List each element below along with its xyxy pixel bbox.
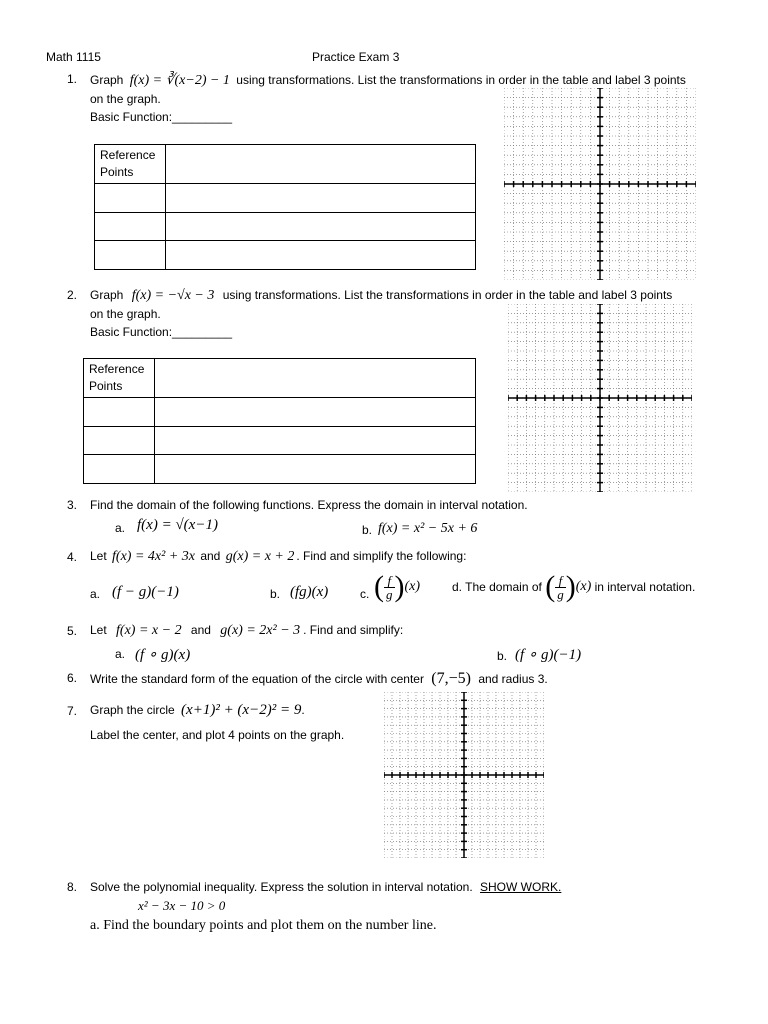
q6-text: Write the standard form of the equation of the circle with center [90, 672, 424, 686]
q2-table-cell[interactable] [155, 398, 476, 427]
q7-number: 7. [67, 704, 78, 718]
q1-coordinate-grid[interactable] [504, 88, 696, 280]
q5-b-label: b. [497, 649, 508, 663]
q2-ref-label-1: Reference [89, 362, 145, 376]
q4-text: . Find and simplify the following: [296, 549, 467, 563]
q7-equation: (x+1)² + (x−2)² = 9 [181, 702, 302, 718]
q4-number: 4. [67, 550, 78, 564]
q2-table-cell[interactable] [155, 427, 476, 455]
q5-let: Let [90, 623, 107, 637]
q1-reference-table [94, 144, 476, 270]
exam-title: Practice Exam 3 [312, 50, 400, 64]
q4-g: g(x) = x + 2 [225, 549, 295, 564]
q2-reference-table [83, 358, 476, 484]
q4-c-fraction: $\frac{f}{g}$ [386, 572, 393, 602]
q1-ref-label-1: Reference [100, 148, 156, 162]
q5-a-label: a. [115, 647, 126, 661]
q5-a-expression: (f ∘ g)(x) [135, 647, 191, 663]
q7-prompt [90, 702, 305, 719]
q1-basic-function: Basic Function:_________ [90, 110, 233, 124]
q4-b-expression: (fg)(x) [290, 584, 329, 600]
q2-table-cell[interactable] [155, 455, 476, 484]
q2-prefix: Graph [90, 288, 124, 302]
q3-b-label: b. [362, 523, 373, 537]
q4-a-expression: (f − g)(−1) [112, 584, 179, 600]
q5-b-expression: (f ∘ g)(−1) [515, 647, 582, 663]
q5-text: . Find and simplify: [303, 623, 404, 637]
q4-f: f(x) = 4x² + 3x [112, 549, 195, 564]
q1-prompt [90, 72, 686, 89]
q4-let: Let [90, 549, 107, 563]
q7-text2: Label the center, and plot 4 points on the graph. [90, 728, 345, 742]
q1-table-cell[interactable] [95, 213, 166, 241]
course-label: Math 1115 [46, 50, 101, 64]
q3-text: Find the domain of the following functions. Express the domain in interval notation. [90, 498, 528, 512]
q3-b-function: f(x) = x² − 5x + 6 [378, 521, 478, 536]
q7-coordinate-grid[interactable] [384, 692, 544, 858]
q5-and: and [190, 623, 211, 637]
q1-function: f(x) = ∛(x−2) − 1 [129, 73, 230, 88]
q8-text: Solve the polynomial inequality. Express the solution in interval notation. [90, 880, 473, 894]
q1-table-cell[interactable] [166, 213, 476, 241]
q4-d-fraction: $\frac{f}{g}$ [557, 572, 564, 602]
q1-table-cell[interactable] [166, 145, 476, 184]
q4-d-x: (x) [575, 579, 592, 594]
q1-prefix: Graph [90, 73, 124, 87]
q2-number: 2. [67, 288, 78, 302]
q1-instructions-cont: on the graph. [90, 92, 161, 106]
q2-ref-label-2: Points [89, 379, 123, 393]
q2-table-cell[interactable] [155, 359, 476, 398]
q2-table-cell[interactable] [84, 427, 155, 455]
q8-prompt [90, 880, 561, 894]
q8-inequality: x² − 3x − 10 > 0 [138, 898, 226, 913]
q2-basic-function: Basic Function:_________ [90, 325, 233, 339]
q1-table-header [95, 145, 166, 184]
q4-d: d. The domain of ( $\frac{f}{g}$ )(x) in interval notation. [452, 570, 696, 603]
q3-number: 3. [67, 498, 78, 512]
q2-function: f(x) = −√x − 3 [131, 288, 215, 303]
q1-table-cell[interactable] [95, 184, 166, 213]
q6-number: 6. [67, 671, 78, 685]
q1-ref-label-2: Points [100, 165, 134, 179]
q2-table-header [84, 359, 155, 398]
q4-d-label: d. The domain of [452, 580, 542, 594]
q1-instructions: using transformations. List the transformations in order in the table and label 3 points [236, 73, 686, 87]
q2-instructions: using transformations. List the transformations in order in the table and label 3 points [222, 288, 673, 302]
q4-d-suffix: in interval notation. [594, 580, 696, 594]
q5-number: 5. [67, 624, 78, 638]
q1-table-cell[interactable] [95, 241, 166, 270]
q4-c-expression: ( $\frac{f}{g}$ )(x) [374, 570, 421, 603]
q1-number: 1. [67, 72, 78, 86]
q5-prompt [90, 623, 403, 639]
q8-show-work: SHOW WORK. [480, 880, 562, 894]
q4-c-label: c. [360, 587, 370, 601]
q8-a-instruction: a. Find the boundary points and plot them on the number line. [90, 918, 437, 933]
q5-g: g(x) = 2x² − 3 [220, 623, 301, 638]
q7-period: . [301, 703, 305, 717]
q2-table-cell[interactable] [84, 398, 155, 427]
q2-prompt [90, 288, 672, 304]
q2-coordinate-grid[interactable] [508, 304, 692, 492]
q4-b-label: b. [270, 587, 281, 601]
q4-and: and [200, 549, 221, 563]
q2-instructions-cont: on the graph. [90, 307, 161, 321]
q6-prompt [90, 670, 548, 688]
q1-table-cell[interactable] [166, 241, 476, 270]
q1-table-cell[interactable] [166, 184, 476, 213]
q6-text2: and radius 3. [478, 672, 548, 686]
q3-a-function: f(x) = √(x−1) [137, 517, 218, 533]
q4-c-x: (x) [404, 579, 421, 595]
q8-number: 8. [67, 880, 78, 894]
q7-text: Graph the circle [90, 703, 175, 717]
q3-a-label: a. [115, 521, 126, 535]
q6-center: (7,−5) [431, 670, 471, 687]
q5-f: f(x) = x − 2 [116, 623, 182, 638]
q4-prompt [90, 549, 466, 565]
q2-table-cell[interactable] [84, 455, 155, 484]
q4-a-label: a. [90, 587, 101, 601]
